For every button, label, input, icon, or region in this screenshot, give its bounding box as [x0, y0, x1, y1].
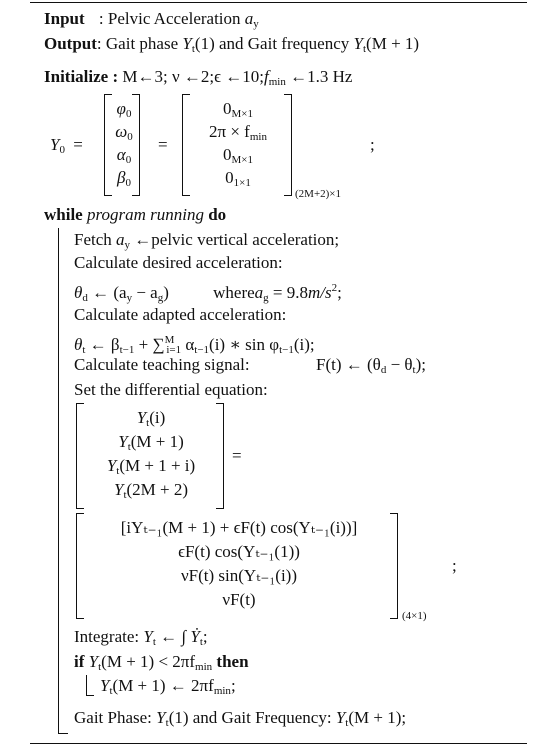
- if-body-guide: [86, 675, 87, 695]
- initialize-line: Initialize : M←3; ν ←2;ϵ $\leftarrow 10;f_{min}$ ←1.3 Hz: [44, 67, 353, 88]
- y0-vec-beta: β: [117, 168, 126, 187]
- final-line: Gait Phase: $Y_t(1)$ and Gait Frequency: $Y_t(M + 1)$;: [74, 708, 407, 729]
- calc-desired-line: Calculate desired acceleration:: [74, 253, 283, 272]
- while-body-guide: [58, 228, 59, 734]
- fetch-line: Fetch $a_y$ ←pelvic vertical acceleration;: [74, 230, 340, 251]
- y0-vec-alpha: α: [116, 145, 126, 164]
- rhs-dim: (4×1): [402, 610, 427, 622]
- input-text: Pelvic Acceleration: [107, 9, 241, 28]
- output-keyword: Output: [44, 34, 97, 53]
- y0-dim: (2M+2)×1: [295, 188, 342, 200]
- y0-rhs-left-bracket: [182, 94, 190, 196]
- y0-lhs: Y: [50, 135, 60, 154]
- if-body-foot: [86, 695, 94, 696]
- initialize-keyword: Initialize :: [44, 67, 119, 86]
- while-line: while program running do: [44, 205, 227, 224]
- ydot-eq: =: [232, 446, 242, 465]
- theta-t-line: $\theta_t$ ← $\beta_{t-1} + \sum^M_{i=1}$ $\alpha_{t-1}(i)$ ∗ $\sin \varphi_{t-1}(i)$;: [74, 334, 315, 356]
- integrate-line: Integrate: $Y_t$ ← ∫ $Ẏ_t$;: [74, 627, 208, 648]
- teach-expr: F(t) ← $(\theta_d - \theta_t)$;: [316, 355, 426, 376]
- calc-adapted-line: Calculate adapted acceleration:: [74, 305, 287, 324]
- input-sep: :: [98, 9, 104, 28]
- teach-line: Calculate teaching signal:: [74, 355, 250, 374]
- y0-vec-phi: φ: [116, 99, 126, 118]
- rhs-semicolon: ;: [452, 556, 457, 575]
- if-body-line: $Y_t(M + 1)$ ← $2\pi f_{min}$;: [100, 676, 236, 697]
- set-diff-line: Set the differential equation:: [74, 380, 268, 399]
- top-rule: [30, 2, 527, 3]
- bottom-rule: [30, 743, 527, 744]
- if-line: if $Y_t(M + 1) < 2\pi f_{min}$ then: [74, 652, 249, 673]
- y0-vec-omega: ω: [115, 122, 128, 141]
- y0-semicolon: ;: [370, 135, 375, 154]
- input-var: a: [244, 9, 254, 28]
- theta-d-line: $\theta_d$ ← $(a_y - a_g)$ wherea$_g$ = $9.8m/s^2$;: [74, 282, 342, 304]
- input-keyword: Input: [44, 9, 85, 28]
- while-body-foot: [58, 733, 68, 734]
- input-line: Input : Pelvic Acceleration $a_y$: [44, 9, 259, 30]
- y0-eq2: =: [158, 135, 168, 154]
- output-line: Output: Gait phase $Y_t(1)$ and Gait frequency $Y_t(M + 1)$: [44, 34, 420, 55]
